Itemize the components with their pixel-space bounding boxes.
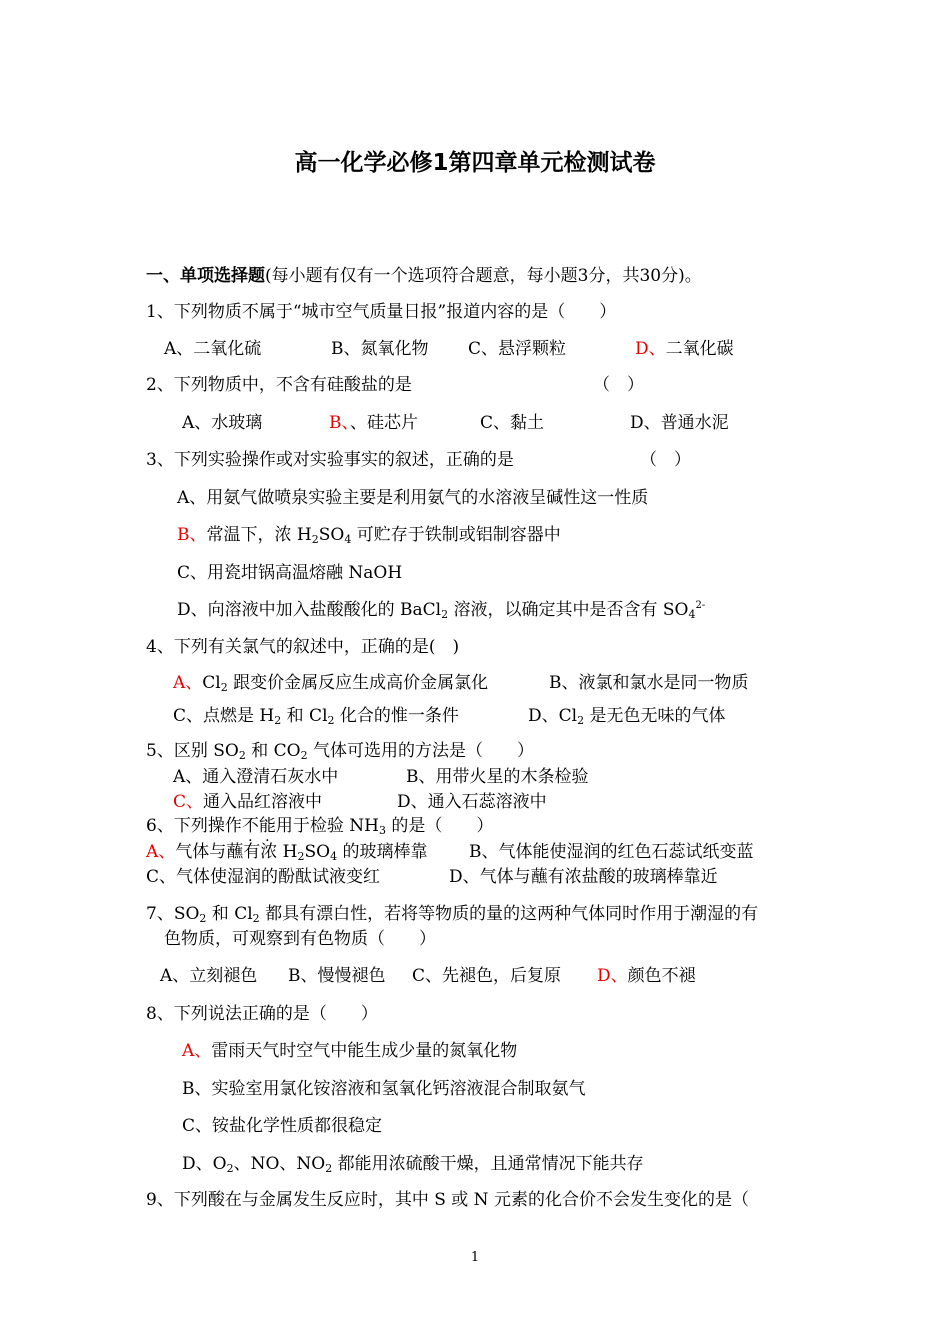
question-4-stem: 4、下列有关氯气的叙述中，正确的是( ): [146, 637, 460, 657]
superscript: 2-: [695, 600, 706, 611]
subscript: 2: [252, 912, 260, 925]
subscript: 2: [441, 608, 449, 621]
q8-option-a: [182, 1041, 517, 1061]
document-title: 高一化学必修1第四章单元检测试卷: [294, 150, 656, 176]
question-1-stem: 1、下列物质不属于“城市空气质量日报”报道内容的是（ ）: [146, 302, 617, 322]
q5-stem-text: 气体可选用的方法是（ ）: [307, 741, 534, 761]
emphasis-dot-char: 不: [241, 816, 259, 836]
q1-option-b: B、氮氧化物: [331, 339, 429, 359]
q7-stem-text: 7、SO: [146, 904, 200, 924]
subscript: 2: [274, 714, 282, 727]
q3-d-text: 溶液，以确定其中是否含有 SO: [448, 600, 689, 620]
q6-option-b: B、气体能使湿润的红色石蕊试纸变蓝: [469, 842, 754, 862]
q7-option-c: C、先褪色，后复原: [412, 966, 562, 986]
q6-stem-text: 用于检验 NH: [275, 816, 379, 836]
emphasis-dot-char: 能: [258, 816, 276, 836]
q6-stem-text: 6、下列操作: [146, 816, 242, 836]
q8-answer-letter: A、: [182, 1041, 212, 1061]
q4-d-text: D、Cl: [528, 706, 578, 726]
q6-option-d: D、气体与蘸有浓盐酸的玻璃棒靠近: [449, 867, 718, 887]
subscript: 2: [327, 714, 335, 727]
q2-option-c: C、黏土: [480, 413, 545, 433]
subscript: 2: [297, 850, 305, 863]
subscript: 2: [311, 533, 319, 546]
question-9-stem: 9、下列酸在与金属发生反应时，其中 S 或 N 元素的化合价不会发生变化的是（: [146, 1190, 749, 1210]
q4-c-text: C、点燃是 H: [173, 706, 275, 726]
question-6-stem: [146, 816, 493, 836]
q3-b-text: SO: [318, 525, 345, 545]
q4-c-text: 和 Cl: [281, 706, 328, 726]
subscript: 4: [688, 608, 696, 621]
question-7-stem: [146, 904, 758, 924]
q5-option-c-text: 通入品红溶液中: [203, 792, 323, 812]
q5-stem-text: 5、区别 SO: [146, 741, 239, 761]
q4-a-text: 跟变价金属反应生成高价金属氯化: [227, 673, 489, 693]
q6-answer-letter: A、: [146, 842, 176, 862]
q5-option-b: B、用带火星的木条检验: [406, 767, 589, 787]
q1-option-a: A、二氧化硫: [164, 339, 262, 359]
question-7-stem-line2: 色物质，可观察到有色物质（ ）: [164, 929, 436, 949]
q2-option-d: D、普通水泥: [630, 413, 729, 433]
q1-answer-letter: D、: [635, 339, 666, 359]
section-note: (每小题有仅有一个选项符合题意，每小题3分，共30分)。: [265, 266, 702, 286]
q8-option-c: C、铵盐化学性质都很稳定: [182, 1116, 383, 1136]
q1-option-c: C、悬浮颗粒: [468, 339, 567, 359]
q4-option-b: B、液氯和氯水是同一物质: [549, 673, 749, 693]
q5-stem-text: 和 CO: [245, 741, 301, 761]
q2-option-a: A、水玻璃: [182, 413, 263, 433]
question-2-stem: 2、下列物质中，不含有硅酸盐的是: [146, 375, 412, 395]
q2-option-b: [329, 413, 418, 433]
q7-option-b: B、慢慢褪色: [288, 966, 386, 986]
q3-answer-letter: B、: [177, 525, 207, 545]
subscript: 2: [226, 1162, 234, 1175]
q3-option-d: [177, 600, 705, 620]
q3-answer-paren: （ ）: [640, 450, 691, 470]
q4-answer-letter: A、: [173, 673, 203, 693]
subscript: 2: [325, 1162, 333, 1175]
q1-option-d-text: 二氧化碳: [665, 339, 734, 359]
q7-answer-letter: D、: [597, 966, 628, 986]
q6-a-text: SO: [304, 842, 331, 862]
q2-answer-paren: （ ）: [593, 375, 644, 395]
q5-option-d: D、通入石蕊溶液中: [397, 792, 547, 812]
subscript: 2: [199, 912, 207, 925]
q6-option-a: [146, 842, 428, 862]
q4-option-c: [173, 706, 459, 726]
page-number: 1: [470, 1250, 480, 1265]
q8-d-text: 、NO、NO: [233, 1154, 326, 1174]
q8-option-a-text: 雷雨天气时空气中能生成少量的氮氧化物: [211, 1041, 518, 1061]
subscript: 4: [344, 533, 352, 546]
q6-a-text: 的玻璃棒靠: [337, 842, 428, 862]
q4-option-d: [528, 706, 725, 726]
section-heading: [146, 266, 702, 286]
q5-answer-letter: C、: [173, 792, 204, 812]
question-3-stem: 3、下列实验操作或对实验事实的叙述，正确的是: [146, 450, 514, 470]
question-5-stem: [146, 741, 534, 761]
q3-option-b: [177, 525, 561, 545]
q4-c-text: 化合的惟一条件: [334, 706, 459, 726]
q6-a-text: 气体与蘸有浓 H: [175, 842, 298, 862]
q6-stem-text: 的是（ ）: [385, 816, 494, 836]
subscript: 2: [577, 714, 585, 727]
q5-option-c: [173, 792, 322, 812]
subscript: 2: [238, 749, 246, 762]
q7-stem-text: 都具有漂白性，若将等物质的量的这两种气体同时作用于潮湿的有: [259, 904, 759, 924]
q3-d-text: D、向溶液中加入盐酸酸化的 BaCl: [177, 600, 442, 620]
q8-option-d: [182, 1154, 644, 1174]
subscript: 4: [330, 850, 338, 863]
q6-option-c: C、气体使湿润的酚酞试液变红: [146, 867, 381, 887]
q3-option-c: C、用瓷坩锅高温熔融 NaOH: [177, 563, 403, 583]
q2-answer-letter: B、: [329, 413, 350, 433]
q8-d-text: 都能用浓硫酸干燥，且通常情况下能共存: [332, 1154, 644, 1174]
q7-option-d: [597, 966, 696, 986]
q2-option-b-text: 、硅芯片: [350, 413, 418, 433]
q8-d-text: D、O: [182, 1154, 227, 1174]
q4-a-text: Cl: [202, 673, 221, 693]
subscript: 2: [220, 681, 228, 694]
section-label: 一、单项选择题: [146, 266, 265, 286]
q7-option-a: A、立刻褪色: [160, 966, 258, 986]
q4-option-a: [173, 673, 488, 693]
q1-option-d: [635, 339, 734, 359]
q3-b-text: 可贮存于铁制或铝制容器中: [351, 525, 561, 545]
q7-stem-text: 和 Cl: [206, 904, 253, 924]
subscript: 2: [300, 749, 308, 762]
q4-d-text: 是无色无味的气体: [584, 706, 726, 726]
q3-option-a: A、用氨气做喷泉实验主要是利用氨气的水溶液呈碱性这一性质: [177, 488, 649, 508]
subscript: 3: [378, 824, 386, 837]
q7-option-d-text: 颜色不褪: [627, 966, 696, 986]
q3-b-text: 常温下，浓 H: [206, 525, 312, 545]
question-8-stem: 8、下列说法正确的是（ ）: [146, 1004, 378, 1024]
q8-option-b: B、实验室用氯化铵溶液和氢氧化钙溶液混合制取氨气: [182, 1079, 586, 1099]
q5-option-a: A、通入澄清石灰水中: [173, 767, 339, 787]
